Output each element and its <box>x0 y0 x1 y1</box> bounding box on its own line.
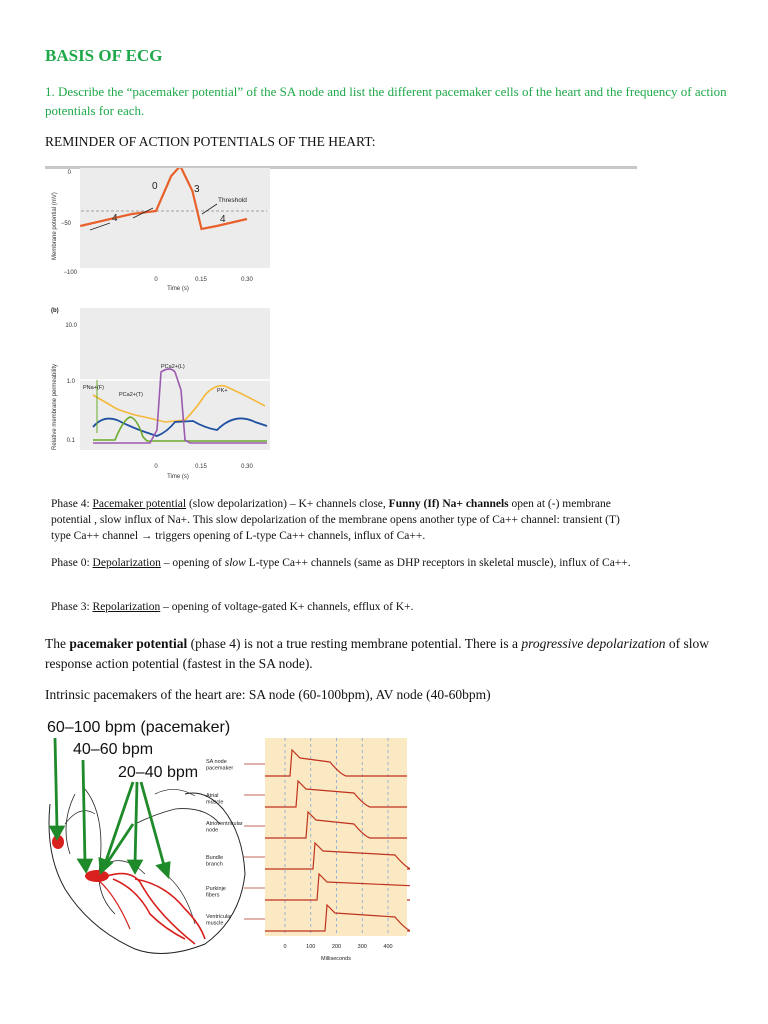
series-label: PCa2+(L) <box>161 364 185 370</box>
x-tick: 0.15 <box>195 464 207 470</box>
panel-label: (b) <box>51 308 59 314</box>
annotation: 3 <box>194 184 200 195</box>
series-label: PK+ <box>217 388 228 394</box>
y-tick: 1.0 <box>66 379 75 385</box>
x-tick: 0.30 <box>241 464 253 470</box>
row-label: Purkinje fibers <box>206 886 226 899</box>
y-tick: −50 <box>60 221 71 227</box>
plot-background <box>265 738 407 936</box>
annotation: Threshold <box>218 197 247 204</box>
phase-3-text: Phase 3: Repolarization – opening of voltage-gated K+ channels, efflux of K+. <box>51 601 414 613</box>
y-axis-label: Relative membrane permeability <box>52 363 58 450</box>
x-tick: 0.30 <box>241 277 253 283</box>
row-label: Bundle branch <box>206 855 224 868</box>
reminder-heading: REMINDER OF ACTION POTENTIALS OF THE HEART: <box>45 134 376 149</box>
row-label: SA node pacemaker <box>206 759 234 772</box>
annotation: 0 <box>152 181 158 192</box>
row-label: Atrial muscle <box>206 793 224 806</box>
membrane-potential-chart <box>45 168 275 293</box>
permeability-chart <box>45 300 275 485</box>
x-axis-label: Time (s) <box>167 286 189 292</box>
pacemaker-paragraph: The pacemaker potential (phase 4) is not a true resting membrane potential. There is a progressive depolarization of slow response action potential (fastest in the SA node). <box>45 636 710 671</box>
phase-4-text: Phase 4: Pacemaker potential (slow depolarization) – K+ channels close, Funny (If) Na+ channels open at (-) membrane potential , slow influx of Na+. This slow depolarization of the membrane opens another type of Ca++ channel: transient (T) type Ca++ channel → triggers opening of L-type Ca++ channels, influx of Ca++. <box>51 498 620 542</box>
annotation: 4 <box>112 213 118 224</box>
x-axis-label: Milliseconds <box>321 956 351 962</box>
series-label: PCa2+(T) <box>119 392 143 398</box>
y-axis-label: Membrane potential (mV) <box>52 192 58 260</box>
x-tick: 100 <box>306 944 316 950</box>
y-tick: 10.0 <box>65 323 77 329</box>
heart-label: 20–40 bpm <box>118 764 199 781</box>
row-label: Ventricular muscle <box>206 914 232 927</box>
x-tick: 400 <box>383 944 393 950</box>
phase-0-text: Phase 0: Depolarization – opening of slow L-type Ca++ channels (same as DHP receptors in skeletal muscle), influx of Ca++. <box>51 557 631 569</box>
page-title: BASIS OF ECG <box>45 46 163 65</box>
row-label: Atrioventricular node <box>206 821 243 834</box>
x-tick: 0 <box>154 277 158 283</box>
ap-by-tissue-chart <box>200 738 410 966</box>
series-label: PNa+(F) <box>83 385 104 391</box>
annotation: 4 <box>220 214 226 225</box>
x-tick: 300 <box>357 944 367 950</box>
intrinsic-pacemakers-text: Intrinsic pacemakers of the heart are: SA node (60-100bpm), AV node (40-60bpm) <box>45 687 491 702</box>
y-tick: 0.1 <box>66 438 75 444</box>
av-node <box>85 870 109 882</box>
x-tick: 0 <box>283 944 287 950</box>
y-tick: −100 <box>63 270 77 276</box>
question-text: 1. Describe the “pacemaker potential” of the SA node and list the different pacemaker cells of the heart and the frequency of action potentials for each. <box>45 84 727 118</box>
y-tick: 0 <box>67 170 71 176</box>
x-tick: 0 <box>154 464 158 470</box>
x-tick: 0.15 <box>195 277 207 283</box>
heart-label: 40–60 bpm <box>73 741 154 758</box>
heart-label: 60–100 bpm (pacemaker) <box>47 719 231 736</box>
x-tick: 200 <box>331 944 342 950</box>
x-axis-label: Time (s) <box>167 474 189 480</box>
plot-background <box>80 308 270 450</box>
plot-background <box>80 168 270 268</box>
